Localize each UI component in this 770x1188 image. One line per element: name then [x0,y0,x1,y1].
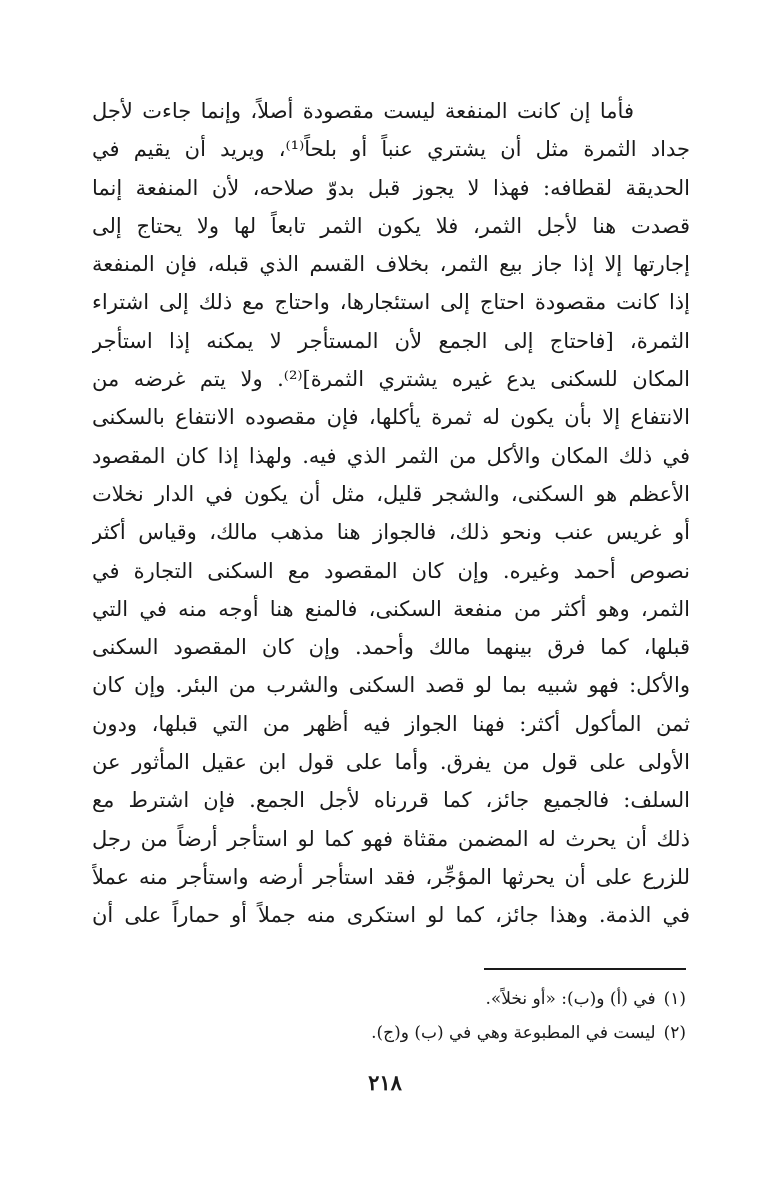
text-line: الثمرة، [فاحتاج إلى الجمع لأن المستأجر لا يمكنه إذا استأجر [92,328,690,353]
text-line: والأكل: فهو شبيه بما لو قصد السكنى والشرب من البئر. وإن كان [92,673,690,698]
text-line: قصدت هنا لأجل الثمر، فلا يكون الثمر تابعاً لها ولا يحتاج إلى [92,213,690,238]
text-line: أو غريس عنب ونحو ذلك، فالجواز هنا مذهب مالك، وقياس أكثر [92,520,690,545]
text-line: المكان للسكنى يدع غيره يشتري الثمرة]⁽²⁾. ولا يتم غرضه من [92,367,690,392]
text-line: الحديقة لقطافه: فهذا لا يجوز قبل بدوّ صلاحه، لأن المنفعة إنما [92,175,690,200]
footnote-number: (١) [663,989,686,1009]
text-line: إذا كانت مقصودة احتاج إلى استئجارها، واحتاج مع ذلك إلى اشتراء [92,290,690,315]
text-line: الأولى على قول من يفرق. وأما على قول ابن عقيل المأثور عن [92,750,690,775]
text-line: الانتفاع إلا بأن يكون له ثمرة يأكلها، فإن مقصوده الانتفاع بالسكنى [92,405,690,430]
footnote-text: ليست في المطبوعة وهي في (ب) و(ج). [371,1023,656,1043]
text-line: السلف: فالجميع جائز، كما قررناه لأجل الجمع. فإن اشترط مع [92,788,690,813]
footnote-number: (٢) [663,1023,686,1043]
footnote [186,1016,686,1050]
text-line: فأما إن كانت المنفعة ليست مقصودة أصلاً، وإنما جاءت لأجل [92,99,634,123]
text-line: ثمن المأكول أكثر: فهنا الجواز فيه أظهر من التي قبلها، ودون [92,711,690,736]
text-line: الثمر، وهو أكثر من منفعة السكنى، فالمنع هنا أوجه منه في التي [92,596,690,621]
footnote-separator [484,968,686,970]
page-number: ٢١٨ [368,1070,402,1095]
text-line: في الذمة. وهذا جائز، كما لو استكرى منه جملاً أو حماراً على أن [92,903,690,928]
text-line: قبلها، كما فرق بينهما مالك وأحمد. وإن كان المقصود السكنى [92,635,690,660]
text-line: جداد الثمرة مثل أن يشتري عنباً أو بلحاً⁽¹⁾، ويريد أن يقيم في [92,137,690,162]
text-line: الأعظم هو السكنى، والشجر قليل، مثل أن يكون في الدار نخلات [92,481,690,506]
body-text [92,92,690,935]
text-line: في ذلك المكان والأكل من الثمر الذي فيه. ولهذا إذا كان المقصود [92,443,690,468]
footnotes [186,982,686,1050]
text-line: للزرع على أن يحرثها المؤجِّر، فقد استأجر أرضه واستأجر منه عملاً [92,864,690,889]
text-line: نصوص أحمد وغيره. وإن كان المقصود مع السكنى التجارة في [92,558,690,583]
text-line: ذلك أن يحرث له المضمن مقثاة فهو كما لو استأجر أرضاً من رجل [92,826,690,851]
footnote-text: في (أ) و(ب): «أو نخلاً». [485,989,656,1009]
text-line: إجارتها إلا إذا جاز بيع الثمر، بخلاف القسم الذي قبله، فإن المنفعة [92,252,690,277]
footnote [186,982,686,1016]
